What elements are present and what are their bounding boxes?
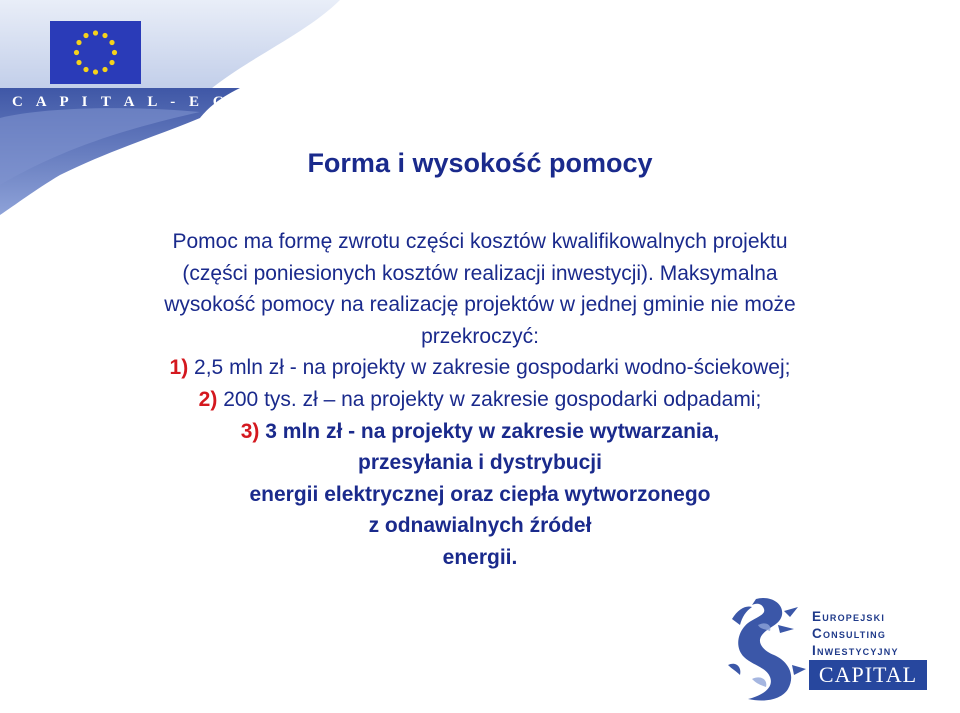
body-text: 2,5 mln zł - na projekty w zakresie gospodarki wodno-ściekowej;: [188, 356, 791, 380]
body-line: [60, 226, 900, 258]
body-line: [60, 321, 900, 353]
body-line: [60, 510, 900, 542]
logo-line-2: Consulting: [812, 626, 887, 641]
body-line: [60, 384, 900, 416]
body-text-bold: 3 mln zł - na projekty w zakresie wytwarzania,: [259, 419, 720, 443]
eu-stars-icon: [50, 21, 141, 84]
body-text-bold: przesyłania i dystrybucji: [358, 451, 602, 475]
body-text: wysokość pomocy na realizację projektów w jednej gminie nie może: [164, 293, 796, 317]
body-line: [60, 542, 900, 574]
body-line: [60, 289, 900, 321]
eu-flag: [50, 21, 141, 84]
body-text-bold: z odnawialnych źródeł: [368, 514, 592, 538]
list-number: 2): [198, 387, 218, 411]
body-text: przekroczyć:: [421, 324, 539, 348]
body-text-bold: energii elektrycznej oraz ciepła wytworzonego: [249, 482, 711, 506]
body-text: 200 tys. zł – na projekty w zakresie gospodarki odpadami;: [217, 387, 762, 411]
body-line: [60, 352, 900, 384]
list-number: 1): [169, 356, 189, 380]
body-line: [60, 416, 900, 448]
logo-line-1: Europejski: [812, 609, 886, 624]
logo-line-3: Inwestycyjny: [812, 643, 899, 658]
body-line: [60, 447, 900, 479]
logo-text: [812, 608, 899, 659]
body-text: (części poniesionych kosztów realizacji inwestycji). Maksymalna: [182, 261, 778, 285]
body-line: [60, 479, 900, 511]
slide-body: [60, 226, 900, 574]
body-text: Pomoc ma formę zwrotu części kosztów kwalifikowalnych projektu: [172, 230, 788, 253]
body-line: [60, 258, 900, 290]
slide-title: Forma i wysokość pomocy: [307, 148, 653, 178]
logo-capital-badge: CAPITAL: [809, 660, 927, 690]
brand-name: C A P I T A L - E C I: [12, 94, 249, 110]
body-text-bold: energii.: [442, 545, 518, 569]
list-number: 3): [240, 419, 260, 443]
